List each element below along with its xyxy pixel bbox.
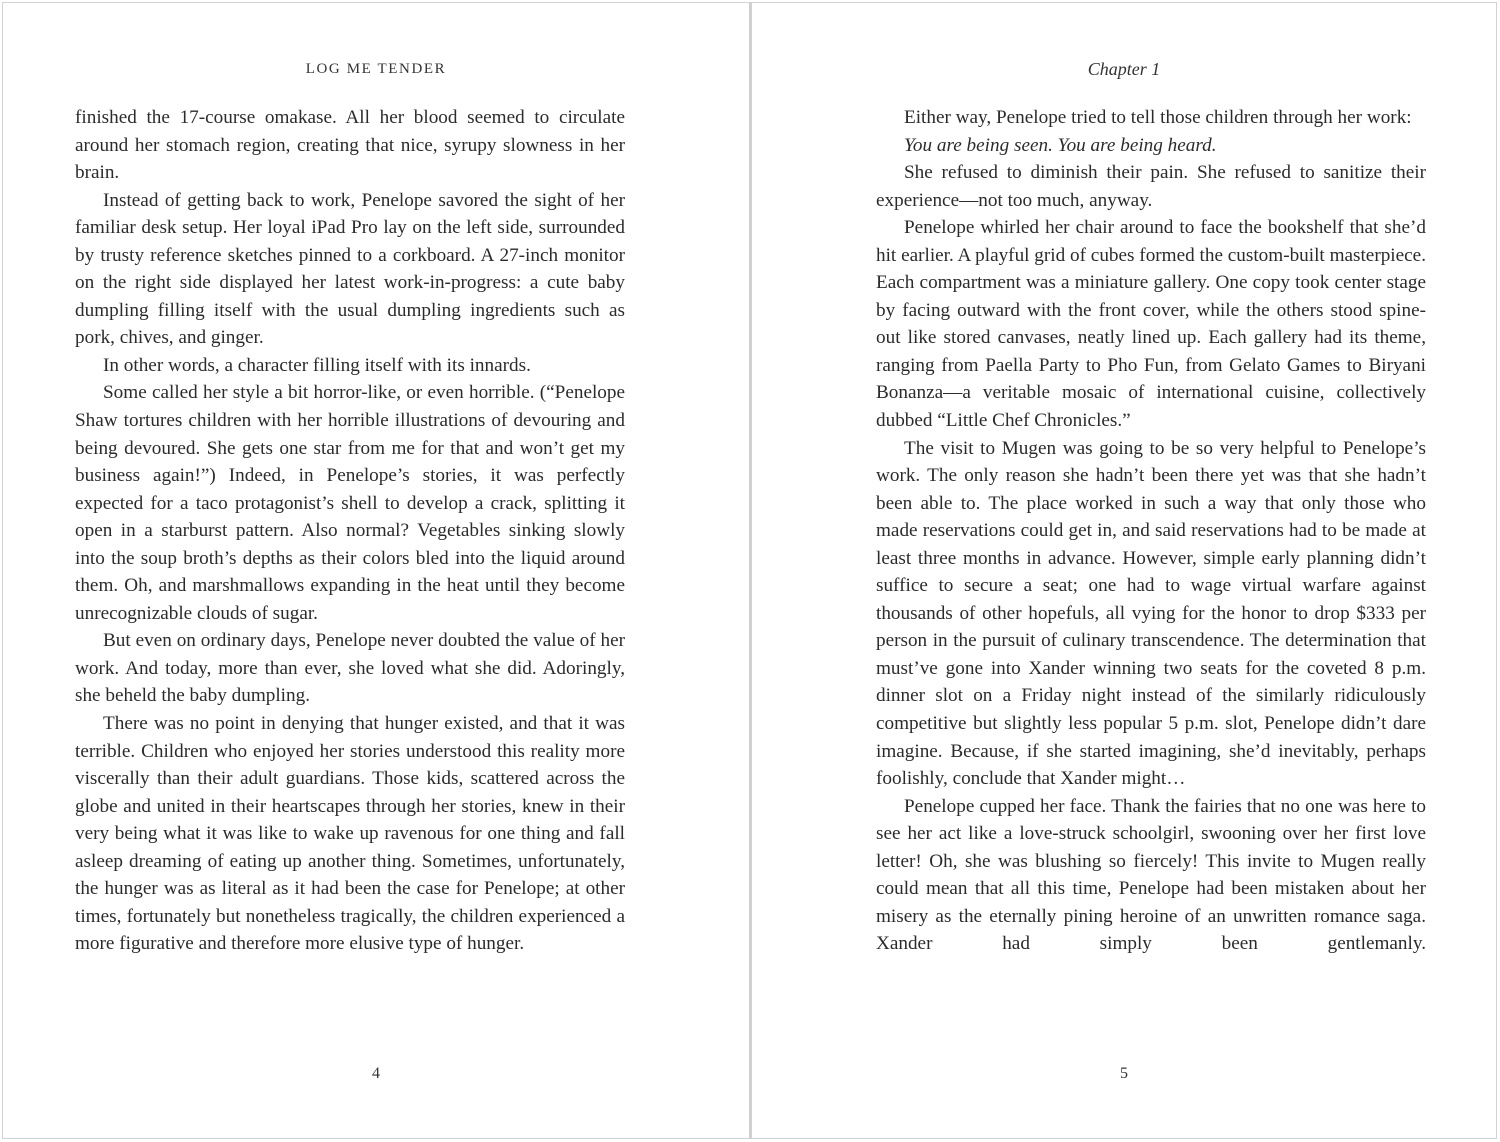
paragraph: Either way, Penelope tried to tell those children through her work:	[904, 107, 1412, 128]
paragraph: There was no point in denying that hunger existed, and that it was terrible. Children who enjoyed her stories understood this reality more viscerally than their adult guardians. Those kids, scattered across the globe and united in their heartscapes through her stories, knew in their very being what it was like to wake up ravenous for one thing and fall asleep dreaming of eating up another thing. Sometimes, unfortunately, the hunger was as literal as it had been the case for Penelope; at other times, fortunately but nonetheless tragically, the children experienced a more figurative and therefore more elusive type of hunger.	[75, 713, 625, 955]
right-page	[751, 2, 1497, 1139]
paragraph: The visit to Mugen was going to be so very helpful to Penelope’s work. The only reason she hadn’t been there yet was that she hadn’t been able to. The place worked in such a way that only those who made reservations could get in, and said reservations had to be made at least three months in advance. However, simple early planning didn’t suffice to secure a seat; one had to wage virtual warfare against thousands of other hopefuls, all vying for the honor to drop $333 per person in the pursuit of culinary transcendence. The determination that must’ve gone into Xander winning two seats for the coveted 8 p.m. dinner slot on a Friday night instead of the similarly ridiculously competitive but slightly less popular 5 p.m. slot, Penelope didn’t dare imagine. Because, if she started imagining, she’d inevitably, perhaps foolishly, conclude that Xander might…	[876, 437, 1426, 790]
page-number: 5	[1120, 1065, 1128, 1082]
paragraph: Some called her style a bit horror-like, or even horrible. (“Penelope Shaw tortures children with her horrible illustrations of devouring and being devoured. She gets one star from me for that and won’t get my business again!”) Indeed, in Penelope’s stories, it was perfectly expected for a taco protagonist’s shell to develop a crack, splitting it open in a starburst pattern. Also normal? Vegetables sinking slowly into the soup broth’s depths as their colors bled into the liquid around them. Oh, and marshmallows expanding in the heat until they become unrecognizable clouds of sugar.	[75, 382, 625, 624]
paragraph: finished the 17-course omakase. All her blood seemed to circulate around her stomach region, creating that nice, syrupy slowness in her brain.	[75, 107, 625, 184]
running-head-chapter: Chapter 1	[1087, 59, 1161, 79]
paragraph: In other words, a character filling itself with its innards.	[103, 354, 531, 376]
italic-paragraph: You are being seen. You are being heard.	[904, 134, 1217, 156]
paragraph: Penelope cupped her face. Thank the fairies that no one was here to see her act like a love-struck schoolgirl, swooning over her first love letter! Oh, she was blushing so fiercely! This invite to Mugen really could mean that all this time, Penelope had been mistaken about her misery as the eternally pining heroine of an unwritten romance saga. Xander had simply been gentlemanly.	[876, 795, 1426, 955]
paragraph: Instead of getting back to work, Penelope savored the sight of her familiar desk setup. Her loyal iPad Pro lay on the left side, surrounded by trusty reference sketches pinned to a corkboard. A 27-inch monitor on the right side displayed her latest work-in-progress: a cute baby dumpling filling itself with the usual dumpling ingredients such as pork, chives, and ginger.	[75, 189, 625, 349]
running-head-book-title: LOG ME TENDER	[305, 61, 447, 77]
paragraph: But even on ordinary days, Penelope never doubted the value of her work. And today, more than ever, she loved what she did. Adoringly, she beheld the baby dumpling.	[75, 630, 625, 707]
left-page-body	[75, 104, 625, 958]
paragraph: She refused to diminish their pain. She refused to sanitize their experience—not too much, anyway.	[876, 162, 1426, 211]
page-number: 4	[372, 1065, 380, 1082]
left-page	[2, 2, 750, 1139]
paragraph: Penelope whirled her chair around to face the bookshelf that she’d hit earlier. A playful grid of cubes formed the custom-built masterpiece. Each compartment was a miniature gallery. One copy took center stage by facing outward with the front cover, while the others stood spine-out like stored canvases, neatly lined up. Each gallery had its theme, ranging from Paella Party to Pho Fun, from Gelato Games to Biryani Bonanza—a veritable mosaic of international cuisine, collectively dubbed “Little Chef Chronicles.”	[876, 217, 1426, 432]
right-page-body	[876, 104, 1426, 958]
